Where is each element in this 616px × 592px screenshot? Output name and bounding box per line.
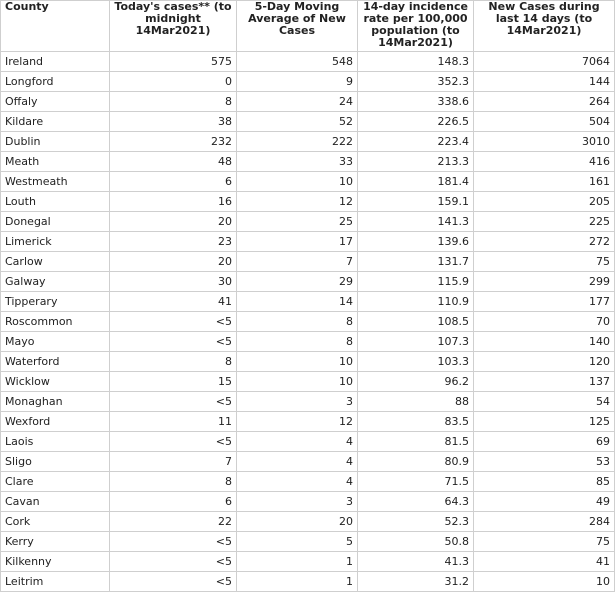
value-cell: <5	[110, 572, 237, 592]
county-name-cell: Limerick	[1, 232, 110, 252]
table-row	[1, 312, 615, 332]
value-cell: 504	[474, 112, 615, 132]
value-cell: 50.8	[358, 532, 474, 552]
value-cell: <5	[110, 552, 237, 572]
value-cell: 7	[110, 452, 237, 472]
value-cell: 0	[110, 72, 237, 92]
value-cell: 85	[474, 472, 615, 492]
value-cell: 16	[110, 192, 237, 212]
table-row	[1, 372, 615, 392]
value-cell: 8	[237, 332, 358, 352]
value-cell: 107.3	[358, 332, 474, 352]
value-cell: 115.9	[358, 272, 474, 292]
value-cell: <5	[110, 312, 237, 332]
value-cell: <5	[110, 432, 237, 452]
value-cell: 8	[110, 352, 237, 372]
value-cell: 338.6	[358, 92, 474, 112]
value-cell: 20	[110, 252, 237, 272]
table-row	[1, 512, 615, 532]
table-row	[1, 152, 615, 172]
value-cell: 103.3	[358, 352, 474, 372]
value-cell: 110.9	[358, 292, 474, 312]
county-name-cell: Dublin	[1, 132, 110, 152]
value-cell: 140	[474, 332, 615, 352]
table-row	[1, 452, 615, 472]
table-row	[1, 112, 615, 132]
value-cell: 575	[110, 52, 237, 72]
value-cell: 5	[237, 532, 358, 552]
value-cell: 88	[358, 392, 474, 412]
table-row	[1, 292, 615, 312]
value-cell: 6	[110, 492, 237, 512]
value-cell: 33	[237, 152, 358, 172]
column-header-todays-cases: Today's cases** (to midnight 14Mar2021)	[110, 1, 237, 52]
value-cell: 177	[474, 292, 615, 312]
value-cell: 4	[237, 432, 358, 452]
value-cell: 9	[237, 72, 358, 92]
value-cell: 10	[237, 352, 358, 372]
value-cell: 81.5	[358, 432, 474, 452]
table-row	[1, 92, 615, 112]
table-row	[1, 132, 615, 152]
value-cell: <5	[110, 392, 237, 412]
county-name-cell: Sligo	[1, 452, 110, 472]
table-row	[1, 192, 615, 212]
county-name-cell: Ireland	[1, 52, 110, 72]
value-cell: 52.3	[358, 512, 474, 532]
table-row	[1, 332, 615, 352]
value-cell: 41	[110, 292, 237, 312]
value-cell: 144	[474, 72, 615, 92]
value-cell: 11	[110, 412, 237, 432]
value-cell: 225	[474, 212, 615, 232]
value-cell: 125	[474, 412, 615, 432]
value-cell: 64.3	[358, 492, 474, 512]
value-cell: 213.3	[358, 152, 474, 172]
table-row	[1, 252, 615, 272]
value-cell: 38	[110, 112, 237, 132]
value-cell: 8	[110, 472, 237, 492]
value-cell: 17	[237, 232, 358, 252]
column-header-14-day-incidence: 14-day incidence rate per 100,000 population (to 14Mar2021)	[358, 1, 474, 52]
county-name-cell: Clare	[1, 472, 110, 492]
value-cell: 14	[237, 292, 358, 312]
value-cell: 31.2	[358, 572, 474, 592]
value-cell: 272	[474, 232, 615, 252]
value-cell: 10	[237, 372, 358, 392]
column-header-new-cases-14-days: New Cases during last 14 days (to 14Mar2021)	[474, 1, 615, 52]
value-cell: 8	[110, 92, 237, 112]
value-cell: 226.5	[358, 112, 474, 132]
value-cell: 22	[110, 512, 237, 532]
table-row	[1, 412, 615, 432]
value-cell: 6	[110, 172, 237, 192]
value-cell: 548	[237, 52, 358, 72]
value-cell: 120	[474, 352, 615, 372]
county-name-cell: Roscommon	[1, 312, 110, 332]
value-cell: 10	[237, 172, 358, 192]
value-cell: 4	[237, 472, 358, 492]
county-name-cell: Wexford	[1, 412, 110, 432]
value-cell: 96.2	[358, 372, 474, 392]
value-cell: <5	[110, 332, 237, 352]
value-cell: 4	[237, 452, 358, 472]
value-cell: 299	[474, 272, 615, 292]
table-row	[1, 52, 615, 72]
county-name-cell: Leitrim	[1, 572, 110, 592]
value-cell: 52	[237, 112, 358, 132]
value-cell: 141.3	[358, 212, 474, 232]
value-cell: 416	[474, 152, 615, 172]
value-cell: 23	[110, 232, 237, 252]
value-cell: 1	[237, 552, 358, 572]
value-cell: 12	[237, 192, 358, 212]
county-name-cell: Waterford	[1, 352, 110, 372]
value-cell: 7	[237, 252, 358, 272]
table-body	[1, 52, 615, 592]
value-cell: 75	[474, 532, 615, 552]
table-row	[1, 532, 615, 552]
value-cell: 75	[474, 252, 615, 272]
value-cell: 20	[110, 212, 237, 232]
county-name-cell: Donegal	[1, 212, 110, 232]
county-name-cell: Longford	[1, 72, 110, 92]
table-row	[1, 572, 615, 592]
column-header-5-day-average: 5-Day Moving Average of New Cases	[237, 1, 358, 52]
value-cell: 71.5	[358, 472, 474, 492]
county-name-cell: Louth	[1, 192, 110, 212]
table-row	[1, 352, 615, 372]
value-cell: 30	[110, 272, 237, 292]
table-row	[1, 72, 615, 92]
value-cell: 8	[237, 312, 358, 332]
value-cell: 264	[474, 92, 615, 112]
county-name-cell: Kerry	[1, 532, 110, 552]
value-cell: 1	[237, 572, 358, 592]
value-cell: 41	[474, 552, 615, 572]
value-cell: 24	[237, 92, 358, 112]
table-row	[1, 392, 615, 412]
table-row	[1, 432, 615, 452]
value-cell: <5	[110, 532, 237, 552]
table-row	[1, 492, 615, 512]
value-cell: 80.9	[358, 452, 474, 472]
value-cell: 108.5	[358, 312, 474, 332]
column-header-county: County	[1, 1, 110, 52]
value-cell: 70	[474, 312, 615, 332]
county-name-cell: Offaly	[1, 92, 110, 112]
value-cell: 41.3	[358, 552, 474, 572]
county-name-cell: Kildare	[1, 112, 110, 132]
value-cell: 232	[110, 132, 237, 152]
county-name-cell: Tipperary	[1, 292, 110, 312]
table-row	[1, 172, 615, 192]
table-header	[1, 1, 615, 52]
value-cell: 3010	[474, 132, 615, 152]
value-cell: 222	[237, 132, 358, 152]
table-row	[1, 212, 615, 232]
county-name-cell: Kilkenny	[1, 552, 110, 572]
table-row	[1, 472, 615, 492]
value-cell: 49	[474, 492, 615, 512]
value-cell: 223.4	[358, 132, 474, 152]
value-cell: 137	[474, 372, 615, 392]
header-row	[1, 1, 615, 52]
value-cell: 53	[474, 452, 615, 472]
value-cell: 54	[474, 392, 615, 412]
value-cell: 284	[474, 512, 615, 532]
value-cell: 83.5	[358, 412, 474, 432]
value-cell: 205	[474, 192, 615, 212]
county-name-cell: Meath	[1, 152, 110, 172]
value-cell: 25	[237, 212, 358, 232]
value-cell: 159.1	[358, 192, 474, 212]
table-row	[1, 272, 615, 292]
value-cell: 139.6	[358, 232, 474, 252]
county-name-cell: Mayo	[1, 332, 110, 352]
value-cell: 10	[474, 572, 615, 592]
value-cell: 48	[110, 152, 237, 172]
table-row	[1, 232, 615, 252]
county-name-cell: Monaghan	[1, 392, 110, 412]
county-name-cell: Galway	[1, 272, 110, 292]
county-name-cell: Cavan	[1, 492, 110, 512]
value-cell: 161	[474, 172, 615, 192]
county-name-cell: Westmeath	[1, 172, 110, 192]
county-name-cell: Wicklow	[1, 372, 110, 392]
county-name-cell: Cork	[1, 512, 110, 532]
value-cell: 131.7	[358, 252, 474, 272]
county-name-cell: Carlow	[1, 252, 110, 272]
value-cell: 181.4	[358, 172, 474, 192]
table-row	[1, 552, 615, 572]
value-cell: 7064	[474, 52, 615, 72]
value-cell: 69	[474, 432, 615, 452]
value-cell: 15	[110, 372, 237, 392]
value-cell: 3	[237, 492, 358, 512]
value-cell: 148.3	[358, 52, 474, 72]
county-name-cell: Laois	[1, 432, 110, 452]
value-cell: 3	[237, 392, 358, 412]
value-cell: 29	[237, 272, 358, 292]
value-cell: 20	[237, 512, 358, 532]
value-cell: 352.3	[358, 72, 474, 92]
value-cell: 12	[237, 412, 358, 432]
